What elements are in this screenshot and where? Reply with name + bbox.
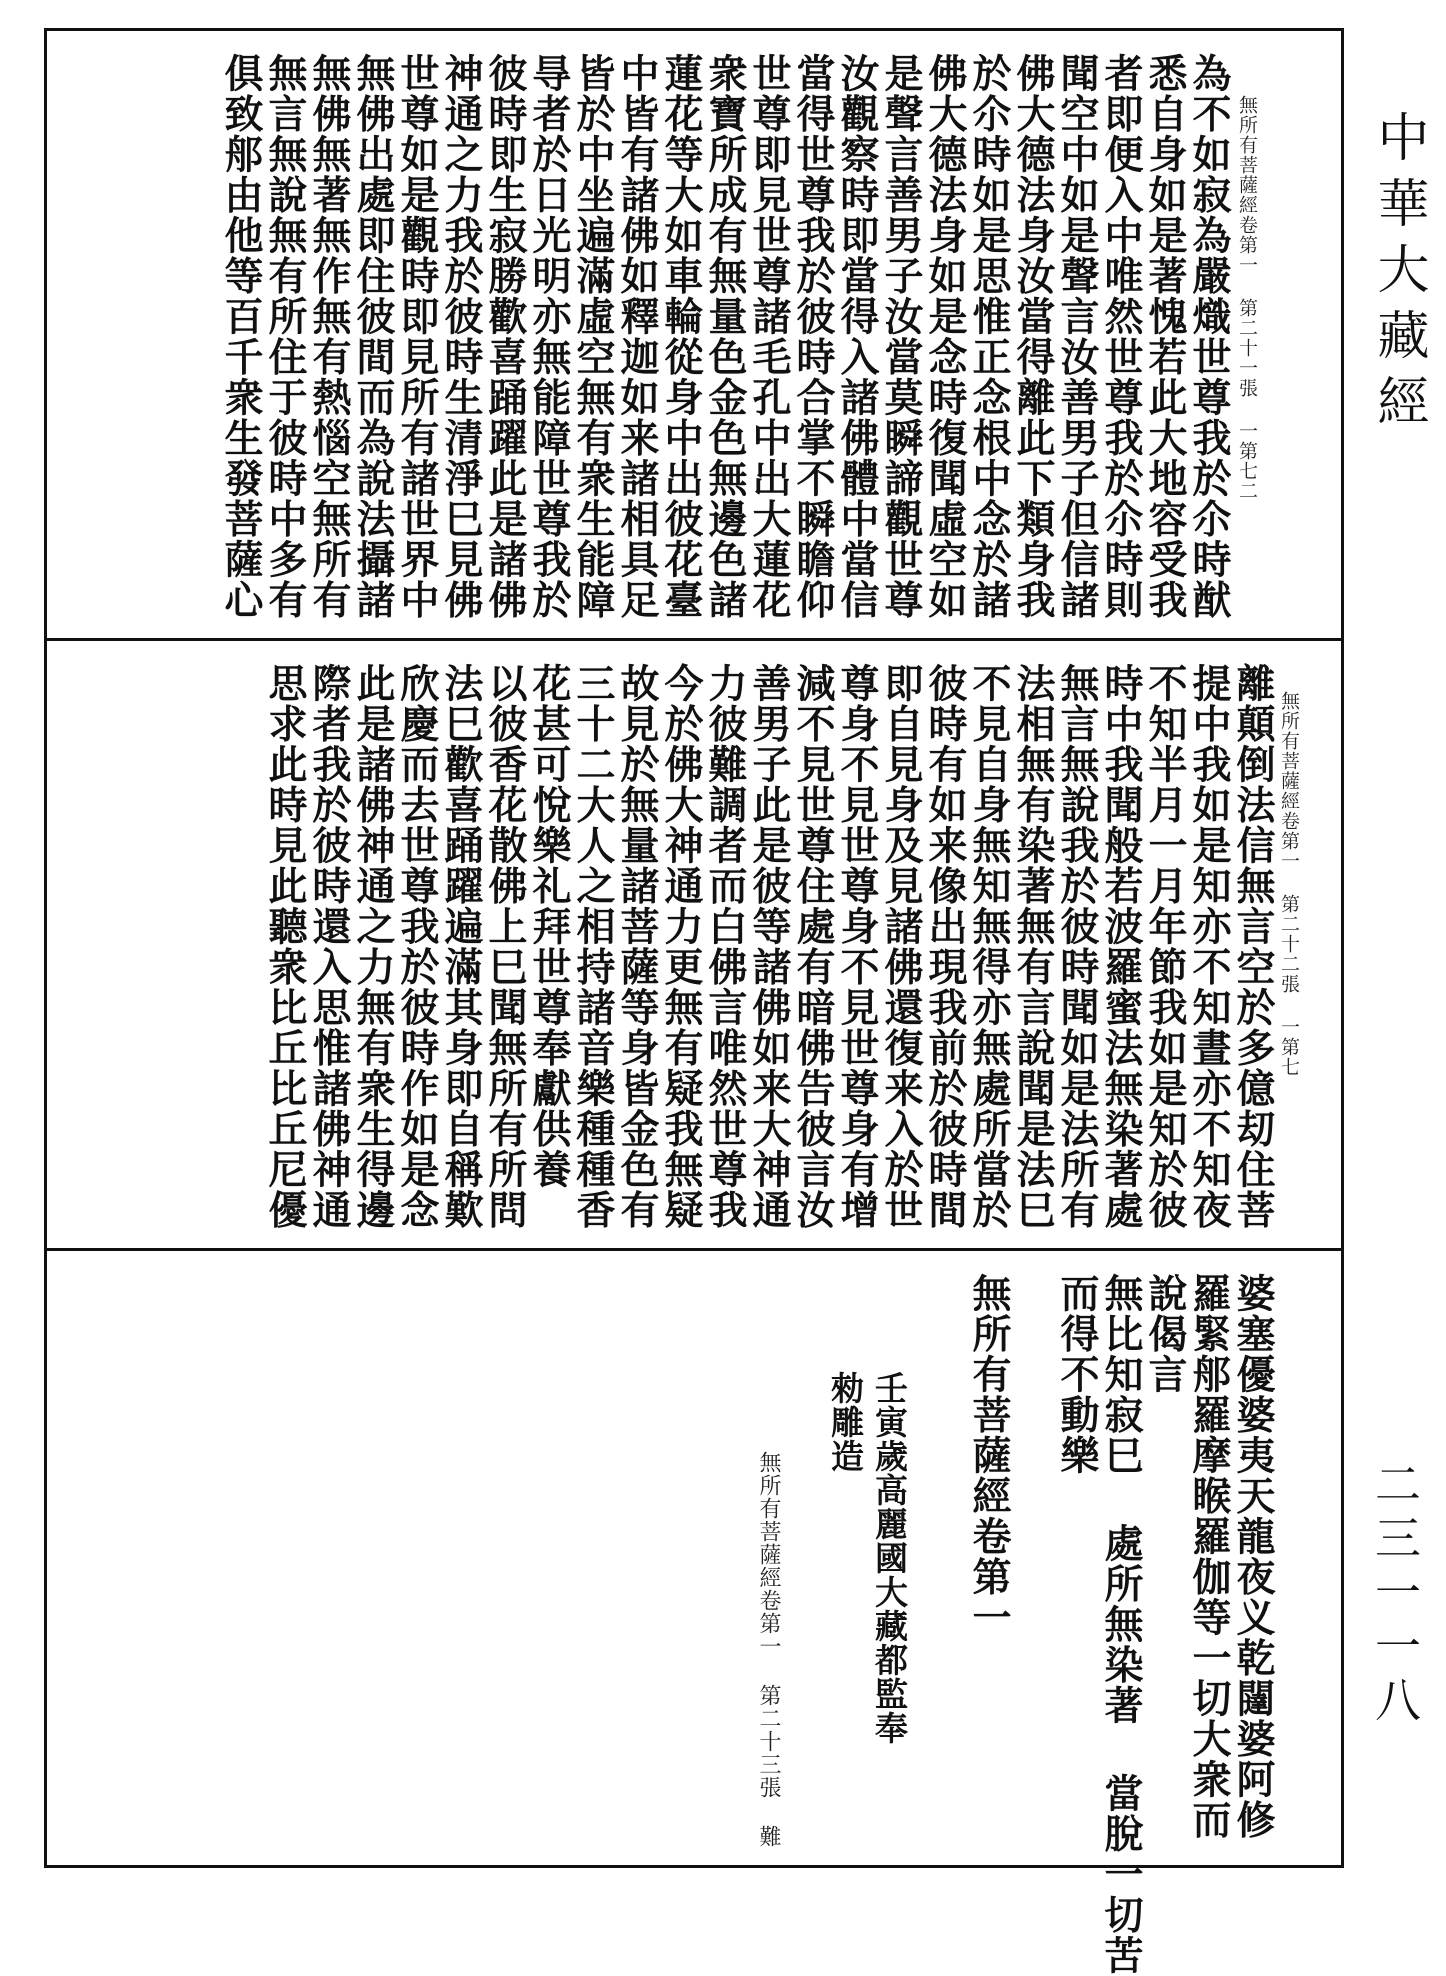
text-column: 花甚可悅樂礼拜世尊奉獻供養 [526,663,572,1190]
text-column: 故見於無量諸菩薩等身皆金色有 [614,663,660,1230]
text-column: 際者我於彼時還入思惟諸佛神通 [306,663,352,1230]
text-panel-middle [47,641,1341,1251]
text-column: 不見自身無知無得亦無處所當於 [966,663,1012,1230]
text-column: 於尒時如是思惟正念根中念於諸 [966,53,1012,620]
text-column: 衆寶所成有無量色金色無邊色諸 [702,53,748,620]
text-column: 思求此時見此聽衆比丘比丘尼優 [262,663,308,1230]
text-column: 婆塞優婆夷天龍夜义乾闥婆阿修 [1230,1273,1276,1840]
text-column: 時中我聞般若波羅蜜法無染著處 [1098,663,1144,1230]
text-column: 法巳歡喜踊躍遍滿其身即自稱歎 [438,663,484,1230]
text-column: 不知半月一月年節我如是知於彼 [1142,663,1188,1230]
text-column: 蓮花等大如車輪從身中出彼花臺 [658,53,704,620]
text-column: 聞空中如是聲言汝善男子但信諸 [1054,53,1100,620]
text-column: 神通之力我於彼時生清淨巳見佛 [438,53,484,620]
text-column: 提中我如是知亦不知晝亦不知夜 [1186,663,1232,1230]
text-column: 尊身不見世尊身不見世尊身有增 [834,663,880,1230]
text-column: 者即便入中唯然世尊我於尒時則 [1098,53,1144,620]
text-column: 無佛無著無作無有熱惱空無所有 [306,53,352,620]
text-column: 三十二大人之相持諸音樂種種香 [570,663,616,1230]
text-column: 無言無說我於彼時聞如是法所有 [1054,663,1100,1230]
text-column: 汝觀察時即當得入諸佛體中當信 [834,53,880,620]
text-column: 㝵者於日光明亦無能障世尊我於 [526,53,572,620]
text-column: 善男子此是彼等諸佛如来大神通 [746,663,792,1230]
series-title: 中華大藏經 [1368,110,1428,440]
text-column: 彼時即生寂勝歡喜踊躍此是諸佛 [482,53,528,620]
text-panel-bottom [47,1251,1341,1976]
text-column: 佛大德法身汝當得離此下類身我 [1010,53,1056,620]
text-column: 此是諸佛神通之力無有衆生得邊 [350,663,396,1230]
text-column: 當得世尊我於彼時合掌不瞬瞻仰 [790,53,836,620]
text-column: 俱致郍由他等百千衆生發菩薩心 [218,53,264,620]
text-column: 佛大德法身如是念時復聞虛空如 [922,53,968,620]
text-column: 力彼難調者而白佛言唯然世尊我 [702,663,748,1230]
text-column: 羅緊郍羅摩睺羅伽等一切大衆而 [1186,1273,1232,1840]
page-frame [44,28,1344,1976]
text-column: 離顛倒法信無言空於多億刧住菩 [1230,663,1276,1230]
verse-line: 無比知寂巳 處所無染著 當脫一切苦 [1098,1273,1144,1976]
footer-label: 無所有菩薩經卷第一 第二十三張 難 [756,1451,781,1848]
text-column: 即自見身及見諸佛還復来入於世 [878,663,924,1230]
text-column: 無佛出處即住彼間而為說法攝諸 [350,53,396,620]
text-column: 皆於中坐遍滿虛空無有衆生能障 [570,53,616,620]
margin-label: 無所有菩薩經卷第一 第二十二張 一第七 [1278,691,1300,1077]
text-column: 悉自身如是著愧若此大地容受我 [1142,53,1188,620]
text-panel-top [47,31,1341,641]
text-column: 今於佛大神通力更無有疑我無疑 [658,663,704,1230]
text-column: 彼時有如来像出現我前於彼時間 [922,663,968,1230]
text-column: 是聲言善男子汝當莫瞬諦觀世尊 [878,53,924,620]
text-column: 世尊如是觀時即見所有諸世界中 [394,53,440,620]
text-column: 以彼香花散佛上巳聞無所有所問 [482,663,528,1230]
colophon-line: 勑雕造 [826,1371,865,1473]
text-column: 欣慶而去世尊我於彼時作如是念 [394,663,440,1230]
page-number: 二三一一八 [1368,1460,1422,1730]
text-column: 中皆有諸佛如釋迦如来諸相具足 [614,53,660,620]
text-column: 減不見世尊住處有暗佛告彼言汝 [790,663,836,1230]
text-column: 世尊即見世尊諸毛孔中出大蓮花 [746,53,792,620]
margin-label: 無所有菩薩經卷第一 第二十一張 一第七二 [1236,95,1258,501]
colophon-line: 壬寅歲高麗國大藏都監奉 [870,1371,909,1745]
volume-end-title: 無所有菩薩經卷第一 [966,1273,1012,1638]
text-column: 法相無有染著無有言說聞是法巳 [1010,663,1056,1230]
text-column: 無言無說無有所住于彼時中多有 [262,53,308,620]
text-column: 為不如寂為嚴熾世尊我於尒時猷 [1186,53,1232,620]
text-column: 說偈言 [1142,1273,1188,1395]
verse-line: 而得不動樂 [1054,1273,1100,1476]
